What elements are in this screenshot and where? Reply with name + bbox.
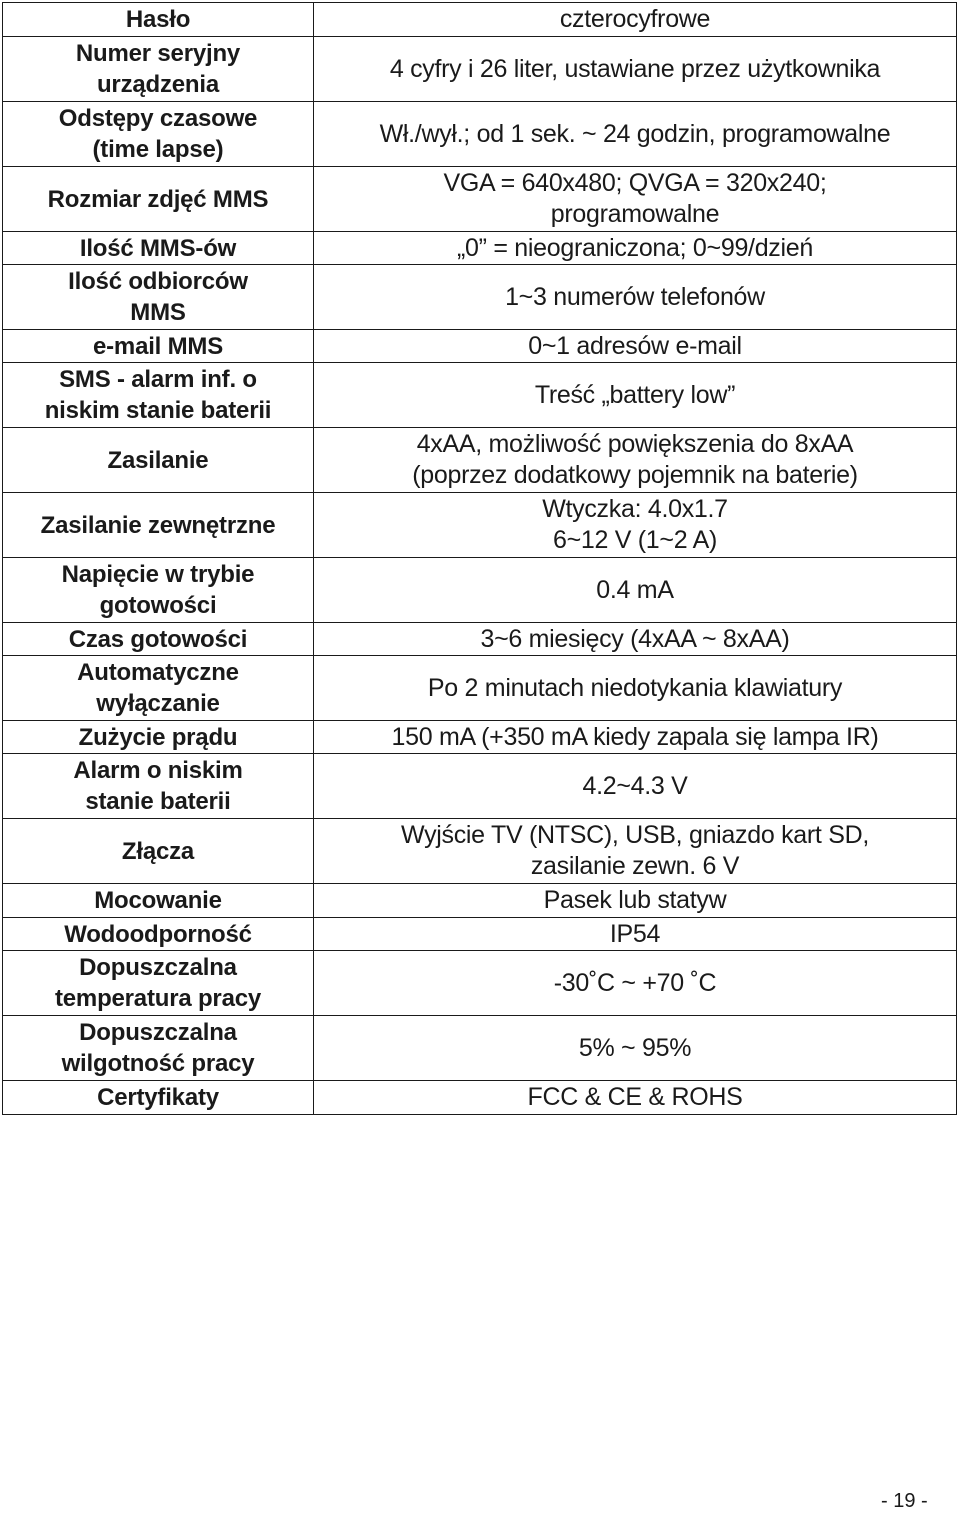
spec-label: Automatyczne wyłączanie (3, 656, 314, 721)
spec-label: Rozmiar zdjęć MMS (3, 167, 314, 232)
spec-label: Ilość MMS-ów (3, 232, 314, 265)
table-row (3, 1081, 957, 1115)
table-row (3, 623, 957, 656)
spec-value: czterocyfrowe (314, 3, 957, 37)
spec-label: Dopuszczalna temperatura pracy (3, 951, 314, 1016)
table-row (3, 656, 957, 721)
spec-label: Zasilanie (3, 428, 314, 493)
spec-label: SMS - alarm inf. o niskim stanie baterii (3, 363, 314, 428)
spec-label: Odstępy czasowe (time lapse) (3, 102, 314, 167)
table-row (3, 428, 957, 493)
spec-label: Ilość odbiorców MMS (3, 265, 314, 330)
table-row (3, 1016, 957, 1081)
spec-value: 0.4 mA (314, 558, 957, 623)
table-row (3, 363, 957, 428)
spec-value: Pasek lub statyw (314, 884, 957, 918)
spec-value: Po 2 minutach niedotykania klawiatury (314, 656, 957, 721)
spec-label: Napięcie w trybie gotowości (3, 558, 314, 623)
table-row (3, 918, 957, 951)
spec-label: Alarm o niskim stanie baterii (3, 754, 314, 819)
spec-value: Treść „battery low” (314, 363, 957, 428)
spec-label: Numer seryjny urządzenia (3, 37, 314, 102)
spec-label: Wodoodporność (3, 918, 314, 951)
table-row (3, 754, 957, 819)
table-row (3, 884, 957, 918)
table-row (3, 493, 957, 558)
spec-label: Hasło (3, 3, 314, 37)
spec-label: Złącza (3, 819, 314, 884)
spec-value: IP54 (314, 918, 957, 951)
table-row (3, 819, 957, 884)
table-row (3, 3, 957, 37)
table-row (3, 721, 957, 754)
table-row (3, 558, 957, 623)
spec-label: Zużycie prądu (3, 721, 314, 754)
spec-value: Wł./wył.; od 1 sek. ~ 24 godzin, programowalne (314, 102, 957, 167)
table-row (3, 951, 957, 1016)
spec-label: Dopuszczalna wilgotność pracy (3, 1016, 314, 1081)
spec-value: 4.2~4.3 V (314, 754, 957, 819)
spec-value: 4 cyfry i 26 liter, ustawiane przez użytkownika (314, 37, 957, 102)
spec-value: 150 mA (+350 mA kiedy zapala się lampa IR) (314, 721, 957, 754)
table-row (3, 37, 957, 102)
spec-value: „0” = nieograniczona; 0~99/dzień (314, 232, 957, 265)
spec-label: Zasilanie zewnętrzne (3, 493, 314, 558)
page-number: - 19 - (881, 1490, 928, 1512)
table-row (3, 265, 957, 330)
spec-value: Wyjście TV (NTSC), USB, gniazdo kart SD, zasilanie zewn. 6 V (314, 819, 957, 884)
spec-value: Wtyczka: 4.0x1.7 6~12 V (1~2 A) (314, 493, 957, 558)
spec-value: -30˚C ~ +70 ˚C (314, 951, 957, 1016)
table-row (3, 102, 957, 167)
table-row (3, 330, 957, 363)
spec-table (2, 2, 957, 1115)
spec-value: 1~3 numerów telefonów (314, 265, 957, 330)
spec-value: 3~6 miesięcy (4xAA ~ 8xAA) (314, 623, 957, 656)
table-row (3, 232, 957, 265)
spec-label: Certyfikaty (3, 1081, 314, 1115)
spec-value: 0~1 adresów e-mail (314, 330, 957, 363)
spec-label: Czas gotowości (3, 623, 314, 656)
spec-value: 4xAA, możliwość powiększenia do 8xAA (poprzez dodatkowy pojemnik na baterie) (314, 428, 957, 493)
spec-value: VGA = 640x480; QVGA = 320x240; programowalne (314, 167, 957, 232)
table-row (3, 167, 957, 232)
spec-label: e-mail MMS (3, 330, 314, 363)
spec-value: 5% ~ 95% (314, 1016, 957, 1081)
spec-label: Mocowanie (3, 884, 314, 918)
spec-value: FCC & CE & ROHS (314, 1081, 957, 1115)
